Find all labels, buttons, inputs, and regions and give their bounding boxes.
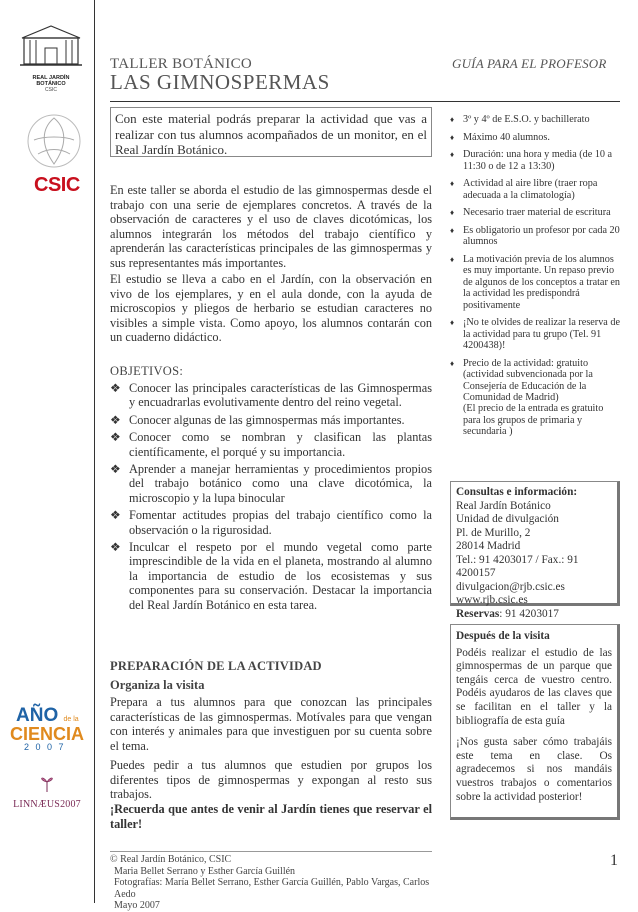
ano-line1: AÑO	[16, 705, 59, 726]
rjb-logo-sub: CSIC	[45, 87, 57, 93]
contact-email-link[interactable]: divulgacion@rjb.csic.es	[456, 580, 565, 593]
ano-ciencia-logo	[4, 706, 88, 752]
info-item: ♦ Máximo 40 alumnos.	[450, 131, 550, 143]
sidebar-divider	[94, 0, 95, 903]
contact-line: Real Jardín Botánico	[456, 499, 551, 512]
objective-item: ❖ Aprender a manejar herramientas y procedimientos propios del trabajo botánico como una clave dicotómica, la microscopio y la lupa binocular	[110, 462, 432, 505]
after-visit-paragraph-2: ¡Nos gusta saber cómo trabajáis este tema en clase. Os agradecemos si nos mandáis vuestros trabajos o comentarios sobre la actividad posterior!	[456, 736, 612, 803]
contact-box	[450, 481, 620, 620]
info-item: ♦ Duración: una hora y media (de 10 a 11:30 o de 12 a 13:30)	[450, 149, 613, 172]
contact-line: Pl. de Murillo, 2	[456, 526, 531, 539]
body-paragraph-1: En este taller se aborda el estudio de las gimnospermas desde el trabajo con una serie de ejemplares concretos. A través de la observación de caracteres y el uso de claves dicotómicas, los alumnos integrarán los métodos del trabajo científico y aprenderán las características principales de las gimnospermas y sus representantes más importantes.	[110, 183, 432, 270]
contact-title: Consultas e información:	[456, 486, 578, 498]
info-item: ♦ Precio de la actividad: gratuito (actividad subvencionada por la Consejería de Educación de la Comunidad de Madrid)	[450, 357, 593, 403]
diamond-bullet-icon: ♦	[450, 225, 455, 235]
info-price-note: (El precio de la entrada es gratuito para los grupos de primaria y secundaria )	[463, 403, 604, 437]
info-item: ♦ Es obligatorio un profesor por cada 20 alumnos	[450, 224, 620, 247]
preparation-title: PREPARACIÓN DE LA ACTIVIDAD	[110, 659, 322, 673]
objective-item: ❖ Conocer como se nombran y clasifican las plantas científicamente, el porqué y su importancia.	[110, 430, 432, 459]
header-rule	[110, 101, 620, 102]
info-item: ♦ Actividad al aire libre (traer ropa adecuada a la climatología)	[450, 178, 598, 201]
objective-item: ❖ Inculcar el respeto por el mundo vegetal como parte imprescindible de la vida en el planeta, mostrando al alumno la importancia de estudio de los ecosistemas y sus componentes para su conservación. Destacar la importancia del Real Jardín Botánico en esta tarea.	[110, 540, 432, 612]
after-visit-box	[450, 624, 620, 820]
diamond-bullet-icon: ❖	[110, 540, 121, 555]
diamond-bullet-icon: ❖	[110, 412, 121, 427]
emblem-icon	[22, 110, 86, 172]
organize-subtitle: Organiza la visita	[110, 678, 205, 692]
contact-line: 28014 Madrid	[456, 540, 521, 552]
footer-line-3: Fotografías: María Bellet Serrano, Esther García Guillén, Pablo Vargas, Carlos Aedo	[114, 877, 430, 900]
footer-line-2: Maria Bellet Serrano y Esther García Guillén	[114, 865, 296, 877]
csic-logo: CSIC	[34, 174, 80, 196]
info-item: ♦ ¡No te olvides de realizar la reserva de la actividad para tu grupo (Tel. 91 4200438)!	[450, 317, 620, 351]
diamond-bullet-icon: ♦	[450, 115, 455, 124]
ano-line3: 2 0 0 7	[24, 742, 66, 752]
info-item: ♦ La motivación previa de los alumnos es muy importante. Un repaso previo de algunos de los conceptos a tratar en la actividad les predispondrá positivamente	[450, 253, 621, 311]
rjb-logo	[18, 22, 84, 93]
objectives-list	[110, 381, 432, 615]
objectives-title: OBJETIVOS:	[110, 364, 184, 378]
intro-box: Con este material podrás preparar la actividad que vas a realizar con tus alumnos acompañados de un monitor, en el Real Jardín Botánico.	[110, 107, 432, 157]
objective-item: ❖ Conocer algunas de las gimnospermas más importantes.	[110, 412, 405, 427]
diamond-bullet-icon: ♦	[450, 208, 455, 217]
diamond-bullet-icon: ❖	[110, 508, 121, 523]
diamond-bullet-icon: ♦	[450, 132, 455, 142]
linnaeus-text: LINNÆUS2007	[13, 799, 81, 810]
contact-reservas: Reservas: 91 4203017	[456, 607, 559, 620]
reservation-reminder: ¡Recuerda que antes de venir al Jardín tienes que reservar el taller!	[110, 802, 432, 831]
diamond-bullet-icon: ❖	[110, 462, 121, 477]
after-visit-title: Después de la visita	[456, 630, 550, 642]
footer-rule	[110, 851, 432, 852]
footer-line-4: Mayo 2007	[114, 900, 160, 911]
contact-line: Unidad de divulgación	[456, 513, 559, 525]
diamond-bullet-icon: ♦	[450, 254, 455, 264]
info-item: ♦ Necesario traer material de escritura	[450, 207, 611, 218]
diamond-bullet-icon: ♦	[450, 318, 455, 327]
page-number: 1	[610, 852, 618, 869]
diamond-bullet-icon: ♦	[450, 179, 455, 188]
page-title: LAS GIMNOSPERMAS	[110, 70, 330, 94]
contact-website-link[interactable]: www.rjb.csic.es	[456, 594, 528, 606]
body-paragraph-2: El estudio se lleva a cabo en el Jardín, con la observación en vivo de los ejemplares, y en el aula donde, con la ayuda de microscopios y pliegos de herbario se estudian caracteres no visibles a simple vista. Como apoyo, los alumnos contarán con un cuaderno didáctico.	[110, 272, 432, 345]
footer-line-1: © Real Jardín Botánico, CSIC	[110, 854, 232, 865]
ano-line2: CIENCIA	[10, 724, 85, 744]
building-icon	[18, 22, 84, 68]
ano-line1-small: de la	[63, 716, 79, 723]
preparation-paragraph-1: Prepara a tus alumnos para que conozcan las principales características de las gimnospermas. Motívales para que vengan con interés y animales para que investiguen por su cuenta sobre el tema.	[110, 695, 432, 753]
contact-phone: Tel.: 91 4203017 / Fax.: 91 4200157	[456, 553, 579, 579]
rjb-logo-name: REAL JARDÍN BOTÁNICO	[32, 75, 70, 87]
info-item: ♦ 3º y 4º de E.S.O. y bachillerato	[450, 114, 590, 125]
header-kicker: TALLER BOTÁNICO	[110, 56, 253, 72]
diamond-bullet-icon: ❖	[110, 381, 121, 395]
preparation-paragraph-2: Puedes pedir a tus alumnos que estudien por grupos los diferentes tipos de gimnospermas y expongan al resto sus trabajos.	[110, 758, 432, 802]
diamond-bullet-icon: ❖	[110, 430, 121, 445]
linnaeus-logo	[4, 772, 90, 810]
diamond-bullet-icon: ♦	[450, 150, 455, 159]
diamond-bullet-icon: ♦	[450, 358, 455, 368]
info-list	[450, 114, 620, 410]
after-visit-paragraph-1: Podéis realizar el estudio de las gimnospermas de un parque que tengáis cerca de vuestro centro. Podéis ayudaros de las claves que se facilitan en el taller y la bibliografía de esta guía	[456, 646, 612, 727]
objective-item: ❖ Conocer las principales características de las Gimnospermas y encuadrarlas evolutivamente dentro del reino vegetal.	[110, 381, 432, 410]
objective-item: ❖ Fomentar actitudes propias del trabajo científico como la observación o la rigurosidad.	[110, 508, 432, 537]
flower-icon	[32, 772, 62, 794]
header-guide-label: GUÍA PARA EL PROFESOR	[452, 56, 607, 71]
